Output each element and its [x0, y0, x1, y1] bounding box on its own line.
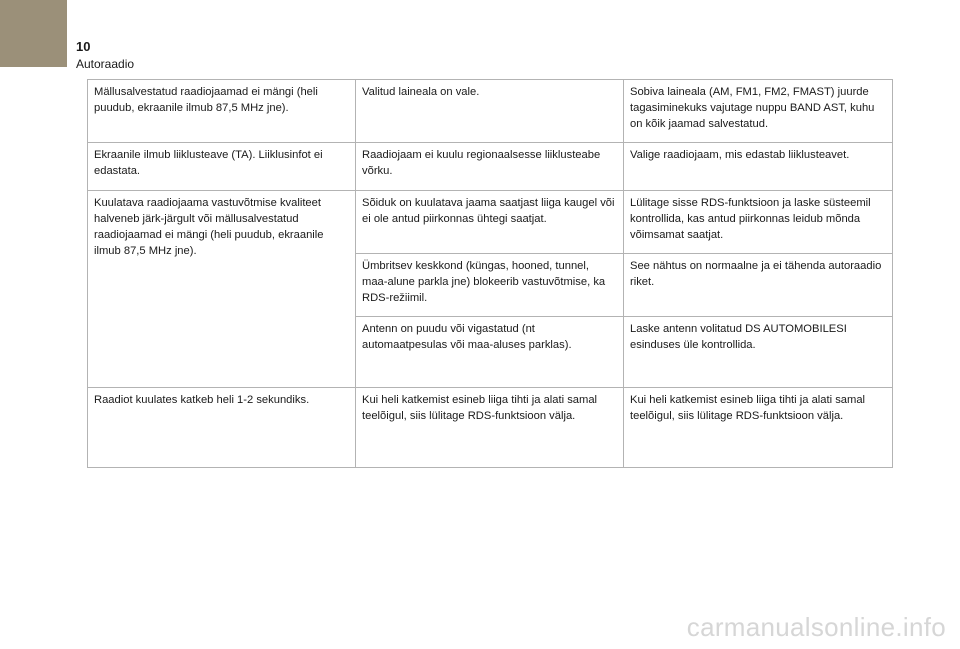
solution-cell: Lülitage sisse RDS-funktsioon ja laske süsteemil kontrollida, kas antud piirkonnas leidub mõnda võimsamat saatjat. — [624, 191, 893, 254]
problem-cell: Raadiot kuulates katkeb heli 1-2 sekundiks. — [88, 388, 356, 468]
solution-cell: Kui heli katkemist esineb liiga tihti ja alati samal teelõigul, siis lülitage RDS-funktsioon välja. — [624, 388, 893, 468]
troubleshooting-table — [87, 79, 893, 468]
table-row — [88, 191, 893, 254]
problem-cell: Kuulatava raadiojaama vastuvõtmise kvaliteet halveneb järk-järgult või mällusalvestatud raadiojaamad ei mängi (heli puudub, ekraanile ilmub 87,5 MHz jne). — [88, 191, 356, 388]
cause-cell: Antenn on puudu või vigastatud (nt automaatpesulas või maa-aluses parklas). — [356, 317, 624, 388]
corner-color-block — [0, 0, 67, 67]
cause-cell: Ümbritsev keskkond (küngas, hooned, tunnel, maa-alune parkla jne) blokeerib vastuvõtmise, ka RDS-režiimil. — [356, 254, 624, 317]
table-row — [88, 388, 893, 468]
problem-cell: Ekraanile ilmub liiklusteave (TA). Liiklusinfot ei edastata. — [88, 143, 356, 191]
solution-cell: Valige raadiojaam, mis edastab liiklusteavet. — [624, 143, 893, 191]
table-row — [88, 80, 893, 143]
cause-cell: Sõiduk on kuulatava jaama saatjast liiga kaugel või ei ole antud piirkonnas ühtegi saatjat. — [356, 191, 624, 254]
cause-cell: Raadiojaam ei kuulu regionaalsesse liiklusteabe võrku. — [356, 143, 624, 191]
table-row — [88, 143, 893, 191]
solution-cell: Sobiva laineala (AM, FM1, FM2, FMAST) juurde tagasiminekuks vajutage nuppu BAND AST, kuhu on kõik jaamad salvestatud. — [624, 80, 893, 143]
section-title: Autoraadio — [76, 57, 135, 71]
problem-cell: Mällusalvestatud raadiojaamad ei mängi (heli puudub, ekraanile ilmub 87,5 MHz jne). — [88, 80, 356, 143]
page-number: 10 — [76, 39, 91, 54]
cause-cell: Valitud laineala on vale. — [356, 80, 624, 143]
cause-cell: Kui heli katkemist esineb liiga tihti ja alati samal teelõigul, siis lülitage RDS-funktsioon välja. — [356, 388, 624, 468]
solution-cell: Laske antenn volitatud DS AUTOMOBILESI esinduses üle kontrollida. — [624, 317, 893, 388]
watermark: carmanualsonline.info — [686, 612, 946, 642]
solution-cell: See nähtus on normaalne ja ei tähenda autoraadio riket. — [624, 254, 893, 317]
